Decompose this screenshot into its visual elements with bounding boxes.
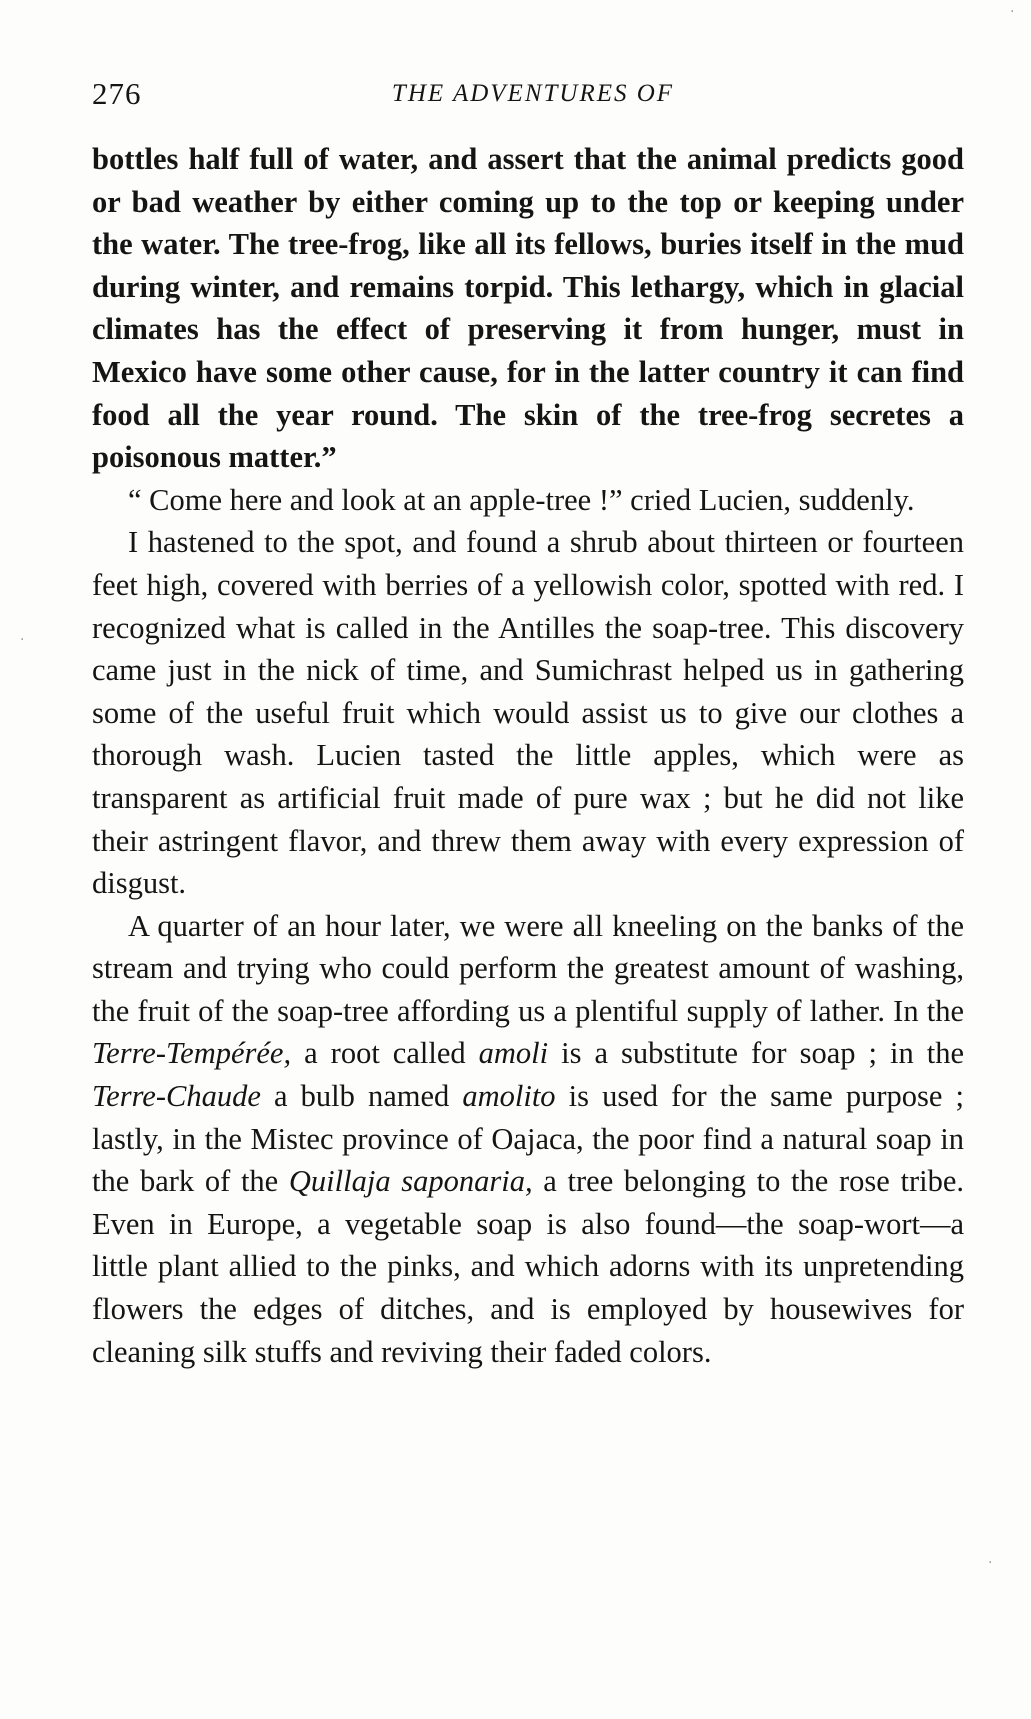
italic-term: Quillaja saponaria,: [288, 1164, 533, 1199]
text-segment: a bulb named: [260, 1079, 463, 1114]
page-speck: ·: [1010, 4, 1015, 20]
paragraph-lucien-exclaims: “ Come here and look at an apple-tree !” cried Lucien, suddenly.: [128, 482, 915, 517]
text-segment: is a substitute for soap ; in the: [548, 1036, 964, 1071]
text-segment: a root called: [291, 1036, 479, 1071]
page-speck: ·: [20, 632, 25, 648]
text-segment: is used for the same purpose ; lastly, in the Mistec province of Oajaca, the poor find a natural soap in the bark of the: [92, 1079, 965, 1199]
body-text: [92, 138, 964, 1373]
text-segment: A quarter of an hour later, we were all kneeling on the banks of the stream and trying who could perform the greatest amount of washing, the fruit of the soap-tree affording us a plentiful supply of lather. In the: [92, 908, 964, 1028]
running-head: [92, 76, 964, 116]
italic-term: amolito: [462, 1079, 556, 1114]
italic-term: Terre-Tempérée,: [92, 1036, 292, 1071]
running-title: THE ADVENTURES OF: [391, 80, 675, 107]
italic-term: amoli: [478, 1036, 549, 1071]
paragraph-frog-continued: bottles half full of water, and assert that the animal predicts good or bad weather by either coming up to the top or keeping under the water. The tree-frog, like all its fellows, buries itself in the mud during winter, and remains torpid. This lethargy, which in glacial climates has the effect of preserving it from hunger, must in Mexico have some other cause, for in the latter country it can find food all the year round. The skin of the tree-frog secretes a poisonous matter.”: [92, 142, 964, 475]
paragraph-washing: [92, 905, 964, 1374]
italic-term: Terre-Chaude: [92, 1079, 261, 1114]
page-number: 276: [92, 76, 142, 111]
page-speck: ·: [988, 1555, 993, 1571]
paragraph-soap-tree: I hastened to the spot, and found a shrub about thirteen or fourteen feet high, covered with berries of a yellowish color, spotted with red. I recognized what is called in the Antilles the soap-tree. This discovery came just in the nick of time, and Sumichrast helped us in gathering some of the useful fruit which would assist us to give our clothes a thorough wash. Lucien tasted the little apples, which were as transparent as artificial fruit made of pure wax ; but he did not like their astringent flavor, and threw them away with every expression of disgust.: [92, 525, 964, 901]
text-segment: a tree belonging to the rose tribe. Even in Europe, a vegetable soap is also found—the soap-wort—a little plant allied to the pinks, and which adorns with its unpretending flowers the edges of ditches, and is employed by housewives for cleaning silk stuffs and reviving their faded colors.: [92, 1164, 965, 1369]
